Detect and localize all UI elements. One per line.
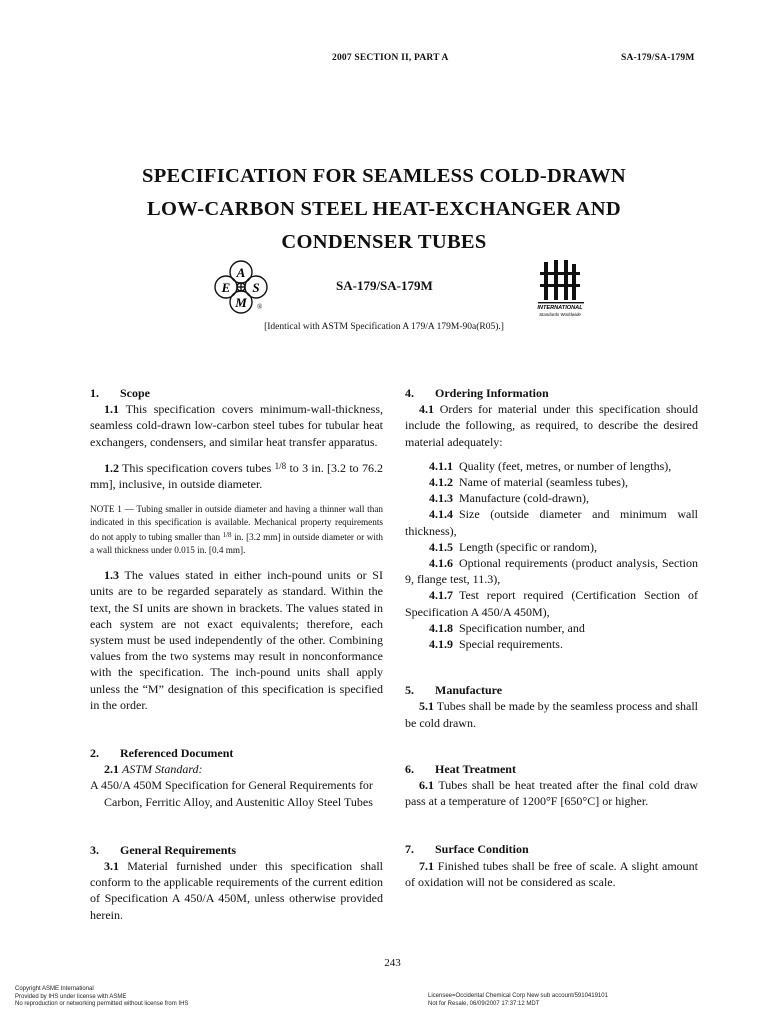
- item-4-1-3: [405, 490, 698, 506]
- item-4-1-8-number: 4.1.8: [429, 620, 453, 635]
- item-4-1-4-text: Size (outside diameter and minimum wall thickness),: [405, 507, 698, 538]
- asme-registered-mark: ®: [257, 303, 263, 311]
- paragraph-2-1-label: ASTM Standard:: [122, 762, 203, 777]
- left-column: [90, 385, 383, 923]
- paragraph-1-3-number: 1.3: [104, 568, 119, 583]
- section-7-title: Surface Condition: [435, 842, 529, 857]
- item-4-1-8: [405, 620, 698, 636]
- asme-letter-e: E: [221, 280, 231, 295]
- note-1-text-post: in. [3.2 mm] in outside diameter or with a wall thickness under 0.015 in. [0.4 mm].: [90, 532, 384, 556]
- asme-logo: [210, 256, 272, 318]
- section-6-number: 6.: [405, 761, 414, 776]
- footer-not-for-resale: Not for Resale, 06/09/2007 17:37:12 MDT: [428, 1000, 540, 1007]
- asme-letter-m: M: [235, 295, 247, 310]
- paragraph-3-1: [90, 858, 383, 923]
- identical-with-note: [Identical with ASTM Specification A 179/A 179M-90a(R05).]: [264, 322, 504, 332]
- note-1-fraction: 1/8: [222, 531, 232, 540]
- title-line-2: LOW-CARBON STEEL HEAT-EXCHANGER AND: [147, 198, 621, 220]
- paragraph-2-1: [90, 761, 383, 777]
- running-header-left: 2007 SECTION II, PART A: [332, 53, 449, 63]
- item-4-1-1-number: 4.1.1: [429, 458, 453, 473]
- astm-logo-line-2: Standards Worldwide: [539, 312, 581, 317]
- note-1-text-pre: NOTE 1 — Tubing smaller in outside diameter and having a thinner wall than indicated in this specification is available. Mechanical property requirements do not apply to tubing smaller than: [90, 504, 383, 543]
- note-1: [90, 503, 383, 557]
- paragraph-1-1-number: 1.1: [104, 402, 119, 417]
- item-4-1-3-text: Manufacture (cold-drawn),: [459, 491, 589, 506]
- section-6-heading: [405, 761, 698, 777]
- paragraph-1-2: [90, 458, 383, 492]
- section-4-title: Ordering Information: [435, 386, 549, 400]
- asme-letter-a: A: [236, 265, 246, 280]
- item-4-1-6-text: Optional requirements (product analysis, Section 9, flange test, 11.3),: [405, 556, 698, 587]
- paragraph-6-1-text: Tubes shall be heat treated after the final cold draw pass at a temperature of 1200°F [650°C] or higher.: [405, 778, 698, 809]
- item-4-1-2-number: 4.1.2: [429, 475, 453, 490]
- paragraph-1-1: [90, 401, 383, 450]
- item-4-1-1-text: Quality (feet, metres, or number of lengths),: [459, 458, 672, 473]
- item-4-1-6-number: 4.1.6: [429, 556, 453, 571]
- item-4-1-3-number: 4.1.3: [429, 491, 453, 506]
- paragraph-1-3-text: The values stated in either inch-pound units or SI units are to be regarded separately as standard. Within the text, the SI units are shown in brackets. The values stated in each system are not exact equivalents; therefore, each system must be used independently of the other. Combining values from the two systems may result in nonconformance with the specification. The inch-pound units shall apply unless the “M” designation of this specification is specified in the order.: [90, 568, 383, 712]
- footer-licensee: Licensee=Occidental Chemical Corp New sub account/5910419101: [428, 993, 608, 999]
- paragraph-4-1: [405, 401, 698, 450]
- paragraph-4-1-text: Orders for material under this specification should include the following, as required, to describe the desired material adequately:: [405, 402, 699, 449]
- reference-a450: A 450/A 450M Specification for General Requirements for Carbon, Ferritic Alloy, and Austenitic Alloy Steel Tubes: [90, 778, 373, 809]
- section-5-number: 5.: [405, 683, 414, 698]
- footer-copyright: Copyright ASME International: [15, 986, 94, 992]
- fraction-one-eighth: 1/8: [274, 460, 287, 471]
- footer-provided-by: Provided by IHS under license with ASME: [15, 993, 127, 1000]
- item-4-1-5: [405, 539, 698, 555]
- item-4-1-4: [405, 506, 698, 538]
- item-4-1-4-number: 4.1.4: [429, 507, 453, 522]
- section-1-title: Scope: [120, 386, 150, 400]
- paragraph-1-2-text-post: to 3 in. [3.2 to 76.2 mm], inclusive, in outside diameter.: [90, 460, 383, 492]
- item-4-1-9-text: Special requirements.: [459, 637, 563, 652]
- section-1-heading: [90, 385, 383, 401]
- asme-letter-s: S: [252, 280, 260, 295]
- paragraph-3-1-number: 3.1: [104, 859, 119, 874]
- paragraph-5-1-number: 5.1: [419, 699, 434, 714]
- item-4-1-2: [405, 474, 698, 490]
- item-4-1-6: [405, 555, 698, 587]
- astm-logo: [532, 258, 588, 320]
- section-2-heading: [90, 745, 383, 761]
- section-2-number: 2.: [90, 746, 99, 761]
- paragraph-2-1-number: 2.1: [104, 762, 119, 777]
- section-5-heading: [405, 682, 698, 698]
- item-4-1-8-text: Specification number, and: [459, 620, 585, 635]
- section-4-heading: [405, 385, 698, 401]
- footer-left: [15, 986, 188, 1009]
- section-4-number: 4.: [405, 386, 414, 400]
- paragraph-1-2-number: 1.2: [104, 460, 119, 475]
- paragraph-1-3: [90, 567, 383, 713]
- paragraph-6-1: [405, 777, 698, 809]
- paragraph-7-1: [405, 858, 698, 890]
- document-title: [0, 160, 768, 259]
- title-line-1: SPECIFICATION FOR SEAMLESS COLD-DRAWN: [142, 165, 626, 187]
- section-3-title: General Requirements: [120, 842, 237, 857]
- astm-logo-line-1: INTERNATIONAL: [537, 305, 583, 311]
- paragraph-5-1: [405, 698, 698, 730]
- spec-number: SA-179/SA-179M: [336, 278, 433, 293]
- paragraph-7-1-text: Finished tubes shall be free of scale. A slight amount of oxidation will not be considered as scale.: [405, 858, 699, 889]
- paragraph-1-2-text-pre: This specification covers tubes: [122, 460, 272, 475]
- paragraph-5-1-text: Tubes shall be made by the seamless process and shall be cold drawn.: [405, 699, 698, 730]
- section-7-number: 7.: [405, 842, 414, 857]
- item-4-1-2-text: Name of material (seamless tubes),: [459, 475, 628, 490]
- section-2-title: Referenced Document: [120, 746, 234, 761]
- section-3-heading: [90, 842, 383, 858]
- paragraph-3-1-text: Material furnished under this specification shall conform to the applicable requirements of the current edition of Specification A 450/A 450M, unless otherwise provided herein.: [90, 859, 383, 922]
- running-header-right: SA-179/SA-179M: [621, 53, 695, 63]
- item-4-1-7: [405, 587, 698, 619]
- right-column: [405, 385, 698, 890]
- section-7-heading: [405, 841, 698, 857]
- section-5-title: Manufacture: [435, 683, 503, 698]
- section-6-title: Heat Treatment: [435, 761, 516, 776]
- title-line-3: CONDENSER TUBES: [281, 231, 487, 253]
- paragraph-6-1-number: 6.1: [419, 778, 434, 793]
- item-4-1-9-number: 4.1.9: [429, 637, 453, 652]
- item-4-1-7-number: 4.1.7: [429, 588, 453, 603]
- footer-no-reproduction: No reproduction or networking permitted without license from IHS: [15, 1001, 189, 1007]
- item-4-1-5-text: Length (specific or random),: [459, 539, 597, 554]
- section-1-number: 1.: [90, 386, 99, 400]
- paragraph-1-1-text: This specification covers minimum-wall-thickness, seamless cold-drawn low-carbon steel tubes for tubular heat exchangers, condensers, and similar heat transfer apparatus.: [90, 402, 383, 449]
- paragraph-4-1-number: 4.1: [419, 402, 434, 417]
- paragraph-7-1-number: 7.1: [419, 858, 434, 873]
- item-4-1-9: [405, 636, 698, 652]
- item-4-1-5-number: 4.1.5: [429, 539, 453, 554]
- item-4-1-7-text: Test report required (Certification Section of Specification A 450/A 450M),: [405, 588, 698, 619]
- page-number: 243: [384, 957, 401, 969]
- item-4-1-1: [405, 458, 698, 474]
- footer-right: [428, 993, 608, 1008]
- section-3-number: 3.: [90, 842, 99, 857]
